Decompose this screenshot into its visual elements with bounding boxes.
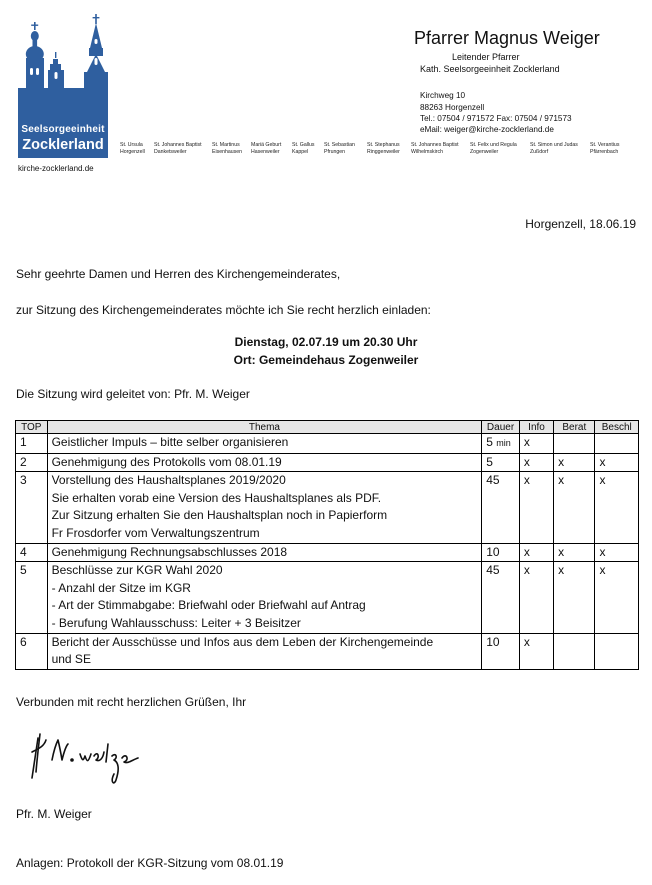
meeting-location: Ort: Gemeindehaus Zogenweiler: [233, 353, 419, 367]
cell-top: 1: [16, 434, 48, 454]
parish-item: St. Sebastian Pfrungen: [324, 142, 355, 155]
parish-item: Mariä Geburt Hasenweiler: [251, 142, 282, 155]
cell-berat: [554, 633, 595, 669]
parish-item: St. Simon und Judas Zußdorf: [530, 142, 578, 155]
parish-item: St. Gallus Kappel: [292, 142, 315, 155]
pastor-name: Pfarrer Magnus Weiger: [414, 28, 600, 48]
cell-beschl: x: [595, 472, 639, 543]
cell-info: x: [519, 562, 553, 633]
col-header-top: TOP: [16, 421, 48, 434]
contact-phone: Tel.: 07504 / 971572 Fax: 07504 / 971573: [420, 114, 572, 123]
chair-line: Die Sitzung wird geleitet von: Pfr. M. Weiger: [16, 387, 250, 401]
parish-item: St. Felix und Regula Zogenweiler: [470, 142, 517, 155]
table-row: [16, 453, 639, 472]
table-row: [16, 472, 639, 543]
logo-top-text: Seelsorgeeinheit: [21, 124, 105, 135]
agenda-table: [15, 420, 639, 670]
cell-thema: Bericht der Ausschüsse und Infos aus dem Leben der Kirchengemeinde und SE: [47, 633, 482, 669]
meeting-time: Dienstag, 02.07.19 um 20.30 Uhr: [234, 335, 418, 349]
salutation: Sehr geehrte Damen und Herren des Kirchengemeinderates,: [16, 267, 341, 281]
cell-info: x: [519, 472, 553, 543]
cell-berat: [554, 434, 595, 454]
cell-dauer: 10: [482, 633, 520, 669]
cell-info: x: [519, 453, 553, 472]
cell-dauer: 10: [482, 543, 520, 562]
cell-top: 6: [16, 633, 48, 669]
cell-beschl: [595, 633, 639, 669]
parish-item: St. Ursula Horgenzell: [120, 142, 145, 155]
cell-beschl: [595, 434, 639, 454]
cell-thema: Vorstellung des Haushaltsplanes 2019/2020 Sie erhalten vorab eine Version des Haushaltsplanes als PDF. Zur Sitzung erhalten Sie den Haushaltsplan noch in Papierform Fr Frosdorfer vom Verwaltungszentrum: [47, 472, 482, 543]
logo-banner: [18, 120, 108, 158]
cell-beschl: x: [595, 543, 639, 562]
cell-berat: x: [554, 543, 595, 562]
cell-thema: Genehmigung Rechnungsabschlusses 2018: [47, 543, 482, 562]
cell-top: 2: [16, 453, 48, 472]
col-header-dauer: Dauer: [482, 421, 520, 434]
cell-dauer: 5: [482, 453, 520, 472]
parish-item: St. Martinus Eisenhausen: [212, 142, 242, 155]
logo-bottom-text: Zocklerland: [22, 137, 104, 153]
cell-dauer: 5 min: [482, 434, 520, 454]
cell-berat: x: [554, 562, 595, 633]
handwritten-signature-icon: [28, 730, 158, 790]
table-header-row: [16, 421, 639, 434]
address-city: 88263 Horgenzell: [420, 103, 485, 112]
col-header-berat: Berat: [554, 421, 595, 434]
cell-thema: Beschlüsse zur KGR Wahl 2020 - Anzahl der Sitze im KGR - Art der Stimmabgabe: Briefwahl oder Briefwahl auf Antrag - Berufung Wahlausschuss: Leiter + 3 Beisitzer: [47, 562, 482, 633]
unit-name: Kath. Seelsorgeeinheit Zocklerland: [420, 64, 560, 74]
closing-line: Verbunden mit recht herzlichen Grüßen, Ihr: [16, 695, 247, 709]
col-header-info: Info: [519, 421, 553, 434]
table-row: [16, 633, 639, 669]
table-row: [16, 562, 639, 633]
invitation-text: zur Sitzung des Kirchengemeinderates möchte ich Sie recht herzlich einladen:: [16, 303, 431, 317]
website-url: kirche-zocklerland.de: [18, 164, 94, 173]
signer-name: Pfr. M. Weiger: [16, 807, 92, 821]
cell-info: x: [519, 434, 553, 454]
cell-info: x: [519, 633, 553, 669]
cell-top: 4: [16, 543, 48, 562]
cell-thema: Genehmigung des Protokolls vom 08.01.19: [47, 453, 482, 472]
cell-beschl: x: [595, 562, 639, 633]
cell-beschl: x: [595, 453, 639, 472]
table-row: [16, 434, 639, 454]
table-row: [16, 543, 639, 562]
cell-dauer: 45: [482, 562, 520, 633]
parish-item: St. Stephanus Ringgenweiler: [367, 142, 400, 155]
cell-dauer: 45: [482, 472, 520, 543]
cell-info: x: [519, 543, 553, 562]
attachments-line: Anlagen: Protokoll der KGR-Sitzung vom 08.01.19: [16, 856, 284, 870]
parish-item: St. Johannes Baptist Danketsweiler: [154, 142, 202, 155]
address-street: Kirchweg 10: [420, 91, 466, 100]
cell-berat: x: [554, 453, 595, 472]
parish-item: St. Johannes Baptist Wilhelmskirch: [411, 142, 459, 155]
col-header-beschl: Beschl: [595, 421, 639, 434]
cell-top: 5: [16, 562, 48, 633]
contact-email: eMail: weiger@kirche-zocklerland.de: [420, 125, 554, 134]
date-line: Horgenzell, 18.06.19: [525, 217, 636, 231]
cell-thema: Geistlicher Impuls – bitte selber organisieren: [47, 434, 482, 454]
church-logo-icon: [18, 14, 108, 130]
parish-item: St. Verantius Pfärrenbach: [590, 142, 620, 155]
pastor-role: Leitender Pfarrer: [452, 52, 520, 62]
col-header-thema: Thema: [47, 421, 482, 434]
cell-top: 3: [16, 472, 48, 543]
cell-berat: x: [554, 472, 595, 543]
